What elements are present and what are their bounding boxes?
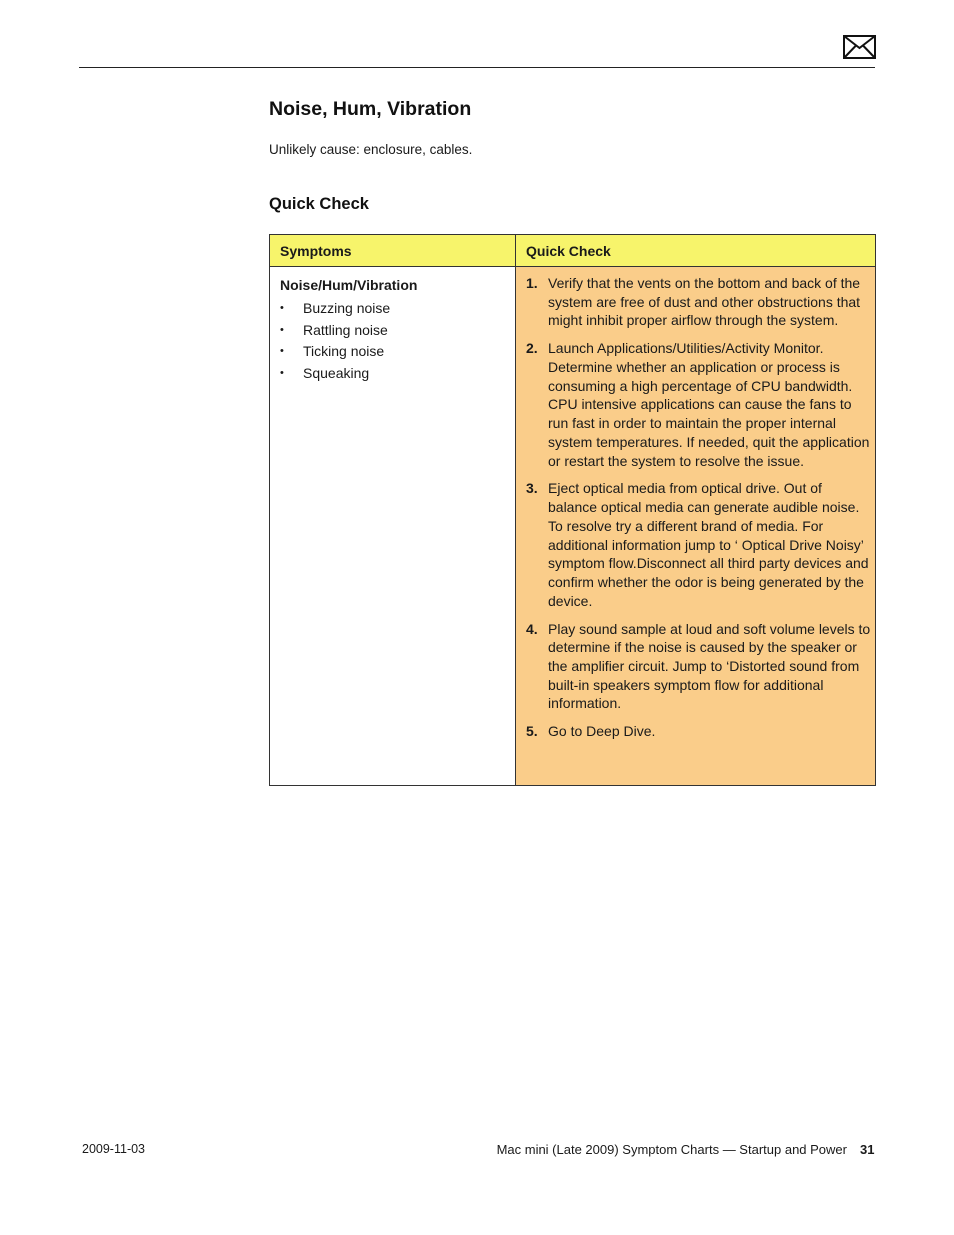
bullet-icon: •	[280, 367, 284, 380]
footer-date: 2009-11-03	[82, 1142, 146, 1156]
bullet-icon: •	[280, 345, 284, 358]
envelope-icon[interactable]	[843, 35, 876, 59]
step-item: 4. Play sound sample at loud and soft volume levels to determine if the noise is caused by the speaker or the amplifier circuit. Jump to ‘Distorted sound from built-in speakers symptom flow for additional information.	[526, 620, 871, 712]
step-item: 5. Go to Deep Dive.	[526, 723, 656, 740]
step-item: 1. Verify that the vents on the bottom and back of the system are free of dust and other obstructions that might inhibit proper airflow through the system.	[526, 275, 861, 329]
section-heading: Quick Check	[269, 195, 369, 213]
step-item: 3. Eject optical media from optical drive. Out of balance optical media can generate audible noise. To resolve try a different brand of media. For additional information jump to ‘ Optical Drive Noisy’ symptom flow.Disconnect all third party devices and confirm whether the odor is being generated by the device.	[526, 480, 869, 609]
page-subtitle: Unlikely cause: enclosure, cables.	[269, 142, 473, 157]
header-rule	[79, 67, 875, 68]
bullet-icon: •	[280, 302, 284, 314]
page-number: 31	[860, 1142, 875, 1157]
list-item: • Rattling noise	[280, 320, 515, 342]
quick-check-cell	[516, 267, 875, 785]
symptoms-cell	[270, 267, 516, 785]
symptoms-header: Symptoms	[270, 235, 516, 267]
symptom-group-title: Noise/Hum/Vibration	[280, 277, 418, 293]
step-item: 2. Launch Applications/Utilities/Activity Monitor. Determine whether an application or process is consuming a high percentage of CPU bandwidth. CPU intensive applications can cause the fans to run fast in order to maintain the proper internal system temperatures. If needed, quit the application or restart the system to resolve the issue.	[526, 340, 870, 469]
quick-check-header: Quick Check	[516, 235, 875, 267]
list-item: • Ticking noise	[280, 341, 515, 363]
footer-doc-title: Mac mini (Late 2009) Symptom Charts — Startup and Power	[496, 1142, 847, 1157]
symptom-list	[280, 298, 515, 385]
list-item: • Squeaking	[280, 363, 515, 385]
list-item: • Buzzing noise	[280, 298, 515, 320]
quick-check-table	[269, 234, 876, 786]
page-title: Noise, Hum, Vibration	[269, 98, 472, 120]
bullet-icon: •	[280, 323, 284, 336]
